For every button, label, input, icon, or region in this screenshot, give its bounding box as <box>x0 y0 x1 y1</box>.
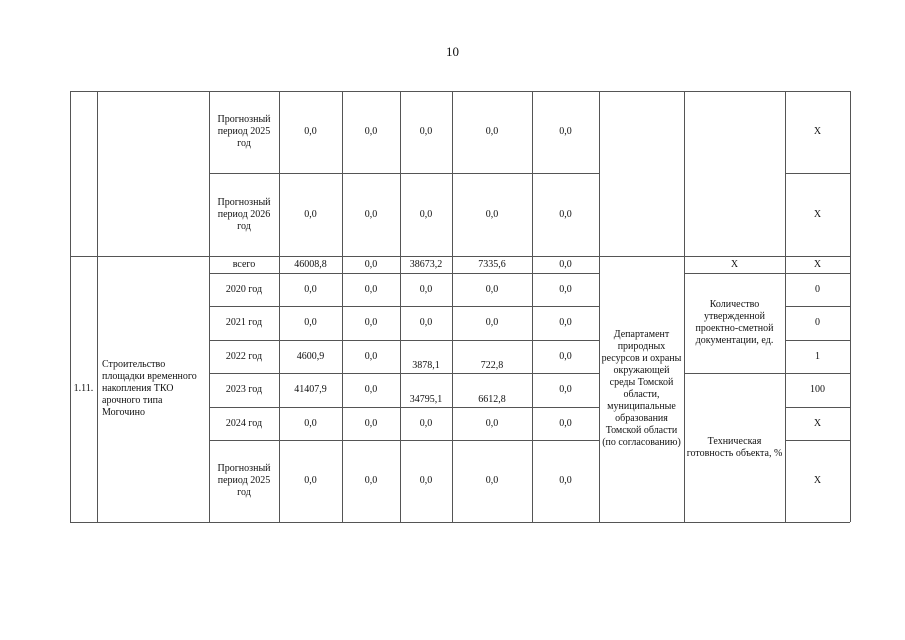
value-cell: 0,0 <box>419 475 433 486</box>
value-cell: 0,0 <box>485 317 499 328</box>
value-cell: 0,0 <box>559 350 572 362</box>
result-cell: X <box>813 258 822 270</box>
value-cell: 0,0 <box>364 258 378 270</box>
item-number: 1.11. <box>73 383 94 394</box>
result-cell: X <box>813 417 822 429</box>
value-cell: 0,0 <box>559 384 572 395</box>
page-number: 10 <box>446 44 459 59</box>
value-cell: 0,0 <box>559 317 572 328</box>
period-cell: Прогнозный период 2025 год <box>217 114 271 149</box>
value-cell: 0,0 <box>419 317 433 328</box>
value-cell: 0,0 <box>559 258 572 270</box>
result-cell: 0 <box>815 283 820 295</box>
result-cell: 1 <box>815 350 820 362</box>
value-cell: 34795,1 <box>409 394 443 405</box>
result-cell: 100 <box>810 384 825 395</box>
value-cell: 0,0 <box>304 208 317 220</box>
item-name: Строительство площадки временного накопления ТКО арочного типа Могочино <box>102 359 197 418</box>
indicator-cell: X <box>730 258 739 270</box>
value-cell: 0,0 <box>485 126 499 137</box>
period-cell: всего <box>232 258 256 270</box>
value-cell: 0,0 <box>364 417 378 429</box>
indicator-cell: Количество утвержденной проектно-сметной документации, ед. <box>695 299 774 346</box>
indicator-cell: Техническая готовность объекта, % <box>686 435 783 459</box>
value-cell: 0,0 <box>485 475 499 486</box>
value-cell: 38673,2 <box>409 258 443 270</box>
period-cell: 2022 год <box>225 350 263 362</box>
table-side-border <box>850 91 851 522</box>
result-cell: X <box>813 126 822 137</box>
value-cell: 0,0 <box>559 417 572 429</box>
table-bottom-border <box>70 522 850 523</box>
value-cell: 3878,1 <box>412 360 440 371</box>
value-cell: 0,0 <box>419 417 433 429</box>
value-cell: 4600,9 <box>296 350 325 362</box>
value-cell: 7335,6 <box>478 258 506 270</box>
period-cell: Прогнозный период 2025 год <box>217 463 271 498</box>
value-cell: 722,8 <box>480 360 504 371</box>
result-cell: X <box>813 475 822 486</box>
value-cell: 0,0 <box>419 126 433 137</box>
value-cell: 0,0 <box>304 126 317 137</box>
period-cell: 2021 год <box>225 317 263 328</box>
result-cell: 0 <box>815 317 820 328</box>
value-cell: 0,0 <box>559 126 572 137</box>
value-cell: 46008,8 <box>294 258 327 270</box>
value-cell: 0,0 <box>364 350 378 362</box>
period-cell: 2024 год <box>225 417 263 429</box>
value-cell: 0,0 <box>364 126 378 137</box>
period-cell: 2020 год <box>225 283 263 295</box>
executor-cell: Департамент природных ресурсов и охраны окружающей среды Томской области, муниципальные образования Томской области (по согласованию) <box>601 329 682 448</box>
value-cell: 0,0 <box>419 208 433 220</box>
value-cell: 0,0 <box>559 475 572 486</box>
period-cell: 2023 год <box>225 384 263 395</box>
value-cell: 0,0 <box>485 417 499 429</box>
value-cell: 0,0 <box>364 283 378 295</box>
value-cell: 0,0 <box>304 317 317 328</box>
value-cell: 6612,8 <box>478 394 506 405</box>
value-cell: 0,0 <box>364 208 378 220</box>
period-cell: Прогнозный период 2026 год <box>217 196 271 232</box>
value-cell: 41407,9 <box>294 384 327 395</box>
result-cell: X <box>813 208 822 220</box>
value-cell: 0,0 <box>304 283 317 295</box>
value-cell: 0,0 <box>419 283 433 295</box>
value-cell: 0,0 <box>364 384 378 395</box>
value-cell: 0,0 <box>559 208 572 220</box>
value-cell: 0,0 <box>485 208 499 220</box>
value-cell: 0,0 <box>364 475 378 486</box>
value-cell: 0,0 <box>485 283 499 295</box>
value-cell: 0,0 <box>559 283 572 295</box>
value-cell: 0,0 <box>304 475 317 486</box>
value-cell: 0,0 <box>364 317 378 328</box>
value-cell: 0,0 <box>304 417 317 429</box>
